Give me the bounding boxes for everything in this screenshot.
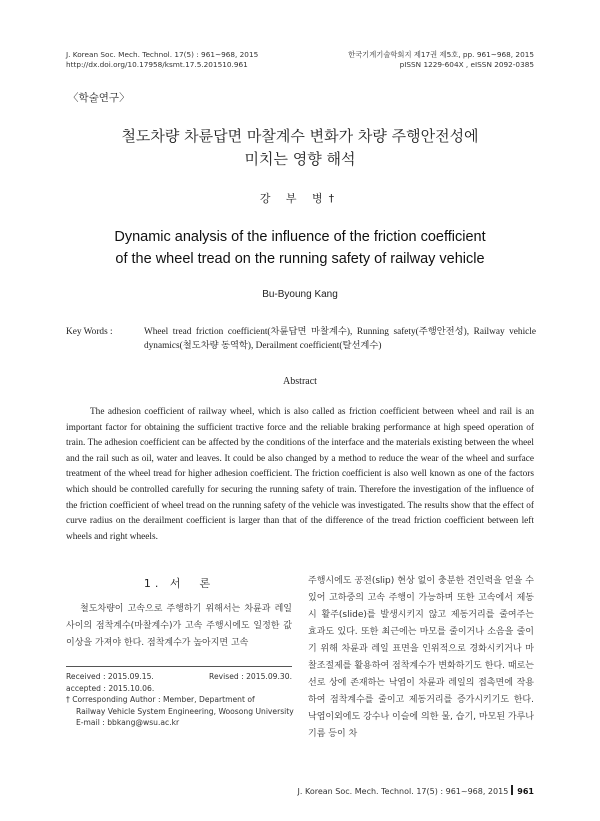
revised-date: Revised : 2015.09.30. <box>209 672 292 681</box>
accepted-date: accepted : 2015.10.06. <box>66 683 155 693</box>
page-footer <box>298 785 534 796</box>
footnote-dates <box>66 671 292 683</box>
journal-citation: J. Korean Soc. Mech. Technol. 17(5) : 961~968, 2015 <box>66 50 259 59</box>
page-number: 961 <box>517 787 534 796</box>
body-text-left-column: 철도차량이 고속으로 주행하기 위해서는 차륜과 레일사이의 점착계수(마찰계수)가 고속 주행시에도 일정한 값 이상을 가져야 한다. 점착계수가 높아지면 고속 <box>66 604 292 648</box>
footnote-block <box>66 671 292 729</box>
english-title <box>60 226 540 270</box>
keywords-label: Key Words : <box>66 327 113 337</box>
abstract-body: The adhesion coefficient of railway wheel, which is also called as friction coefficient between wheel and rail is an important factor for obtaining the sufficient tractive force and the reliable braking performance at high speed operation of train. The adhesion coefficient can be affected by the conditions of the interface and the materials existing between the wheel and the rail such as oil, water and leaves. It could be also changed by a method to reduce the wear of the wheel and surface treatment of the wheel tread for higher adhesion coefficient. The friction coefficient is also well known as one of the factors which should be controlled carefully for securing the running safety of train. Therefore the investigation of the influence of the friction coefficient of wheel tread on the running safety of the vehicle was investigated. The results show that the effect of curve radius on the derailment coefficient is larger than that of the difference of the tread friction coefficient between left wheels and right wheels. <box>66 407 534 542</box>
received-date: Received : 2015.09.15. <box>66 672 154 681</box>
abstract-heading: Abstract <box>283 376 317 387</box>
korean-title <box>60 125 540 171</box>
running-header-left <box>66 50 258 69</box>
section-heading-introduction: 1. 서 론 <box>143 577 215 590</box>
doi-link[interactable]: http://dx.doi.org/10.17958/ksmt.17.5.201510.961 <box>66 59 248 69</box>
korean-title-line-2: 미치는 영향 해석 <box>244 150 356 168</box>
corresponding-author: † Corresponding Author : Member, Department of <box>66 695 255 704</box>
footer-journal-citation: J. Korean Soc. Mech. Technol. 17(5) : 961~968, 2015 <box>297 787 509 796</box>
article-category: 〈학술연구〉 <box>68 92 130 104</box>
korean-author: 강 부 병† <box>259 192 341 205</box>
english-author: Bu-Byoung Kang <box>262 289 338 300</box>
keywords-block <box>66 325 536 353</box>
footer-separator-bar <box>511 785 513 795</box>
corresponding-affiliation: Railway Vehicle System Engineering, Woosong University <box>76 706 294 716</box>
issn-line: pISSN 1229-604X , eISSN 2092-0385 <box>399 59 534 69</box>
body-text-right-column: 주행시에도 공전(slip) 현상 없이 충분한 견인력을 얻을 수 있어 고하중의 고속 주행이 가능하며 또한 고속에서 제동시 활주(slide)를 발생시키지 않고 제동거리를 줄여주는 효과도 있다. 또한 최근에는 마모를 줄이거나 소음을 줄이기 위해 차륜과 레일 표면을 인위적으로 경화시키거나 마찰조절제를 활용하여 점착계수가 변화하기도 한다. 때로는 선로 상에 존재하는 낙엽이 차륜과 레일의 접촉면에 작용하여 점착계수를 줄이고 제동거리를 증가시키기도 한다. 낙엽이외에도 강수나 이슬에 의한 물, 습기, 마모된 가루나 기름 등이 차 <box>308 576 534 739</box>
author-email[interactable]: E-mail : bbkang@wsu.ac.kr <box>76 718 180 727</box>
journal-citation-korean: 한국기계기술학회지 제17권 제5호, pp. 961~968, 2015 <box>348 50 534 59</box>
running-header-right <box>348 50 534 69</box>
keywords-text: Wheel tread friction coefficient(차륜답면 마찰계수), Running safety(주행안전성), Railway vehicle dynamics(철도차량 동역학), Derailment coefficient(탈선계수) <box>144 327 536 351</box>
korean-title-line-1: 철도차량 차륜답면 마찰계수 변화가 차량 주행안전성에 <box>121 127 479 145</box>
english-title-line-1: Dynamic analysis of the influence of the friction coefficient <box>114 229 486 245</box>
english-title-line-2: of the wheel tread on the running safety of railway vehicle <box>115 251 485 267</box>
footnote-divider <box>66 666 292 667</box>
